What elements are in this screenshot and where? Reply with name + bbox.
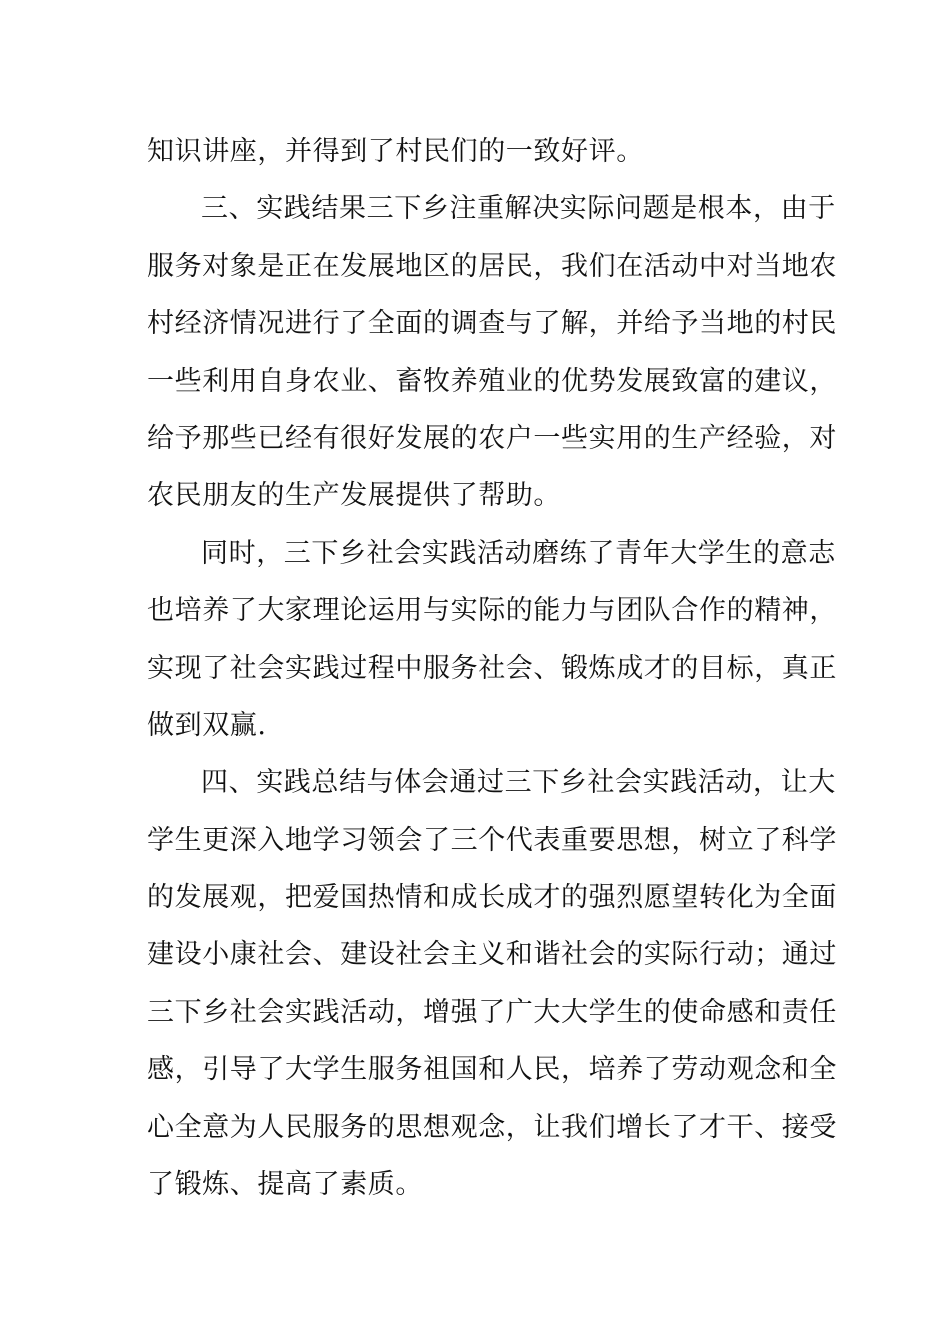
paragraph-start-line: 同时，三下乡社会实践活动磨练了青年大学生的意志: [201, 537, 836, 569]
text-line: 感，引导了大学生服务祖国和人民，培养了劳动观念和全: [147, 1054, 837, 1086]
text-line: 学生更深入地学习领会了三个代表重要思想，树立了科学: [147, 824, 837, 856]
text-line: 知识讲座，并得到了村民们的一致好评。: [147, 136, 644, 167]
text-line: 的发展观，把爱国热情和成长成才的强烈愿望转化为全面: [147, 882, 837, 914]
text-line: 三下乡社会实践活动，增强了广大大学生的使命感和责任: [147, 996, 837, 1028]
text-line: 也培养了大家理论运用与实际的能力与团队合作的精神，: [147, 595, 837, 627]
text-line: 给予那些已经有很好发展的农户一些实用的生产经验，对: [147, 422, 837, 454]
paragraph-start-line: 三、实践结果三下乡注重解决实际问题是根本，由于: [201, 193, 836, 225]
text-line: 建设小康社会、建设社会主义和谐社会的实际行动；通过: [147, 939, 837, 971]
text-line: 农民朋友的生产发展提供了帮助。: [147, 480, 561, 512]
text-line: 服务对象是正在发展地区的居民，我们在活动中对当地农: [147, 250, 837, 282]
text-line: 心全意为人民服务的思想观念，让我们增长了才干、接受: [147, 1111, 837, 1143]
text-line: 实现了社会实践过程中服务社会、锻炼成才的目标，真正: [147, 652, 837, 684]
document-body: [147, 123, 837, 1213]
paragraph-start-line: 四、实践总结与体会通过三下乡社会实践活动，让大: [201, 767, 836, 799]
text-line: 做到双赢.: [147, 709, 267, 741]
text-line: 一些利用自身农业、畜牧养殖业的优势发展致富的建议，: [147, 365, 837, 397]
text-line: 了锻炼、提高了素质。: [147, 1169, 423, 1201]
text-line: 村经济情况进行了全面的调查与了解，并给予当地的村民: [147, 308, 837, 340]
